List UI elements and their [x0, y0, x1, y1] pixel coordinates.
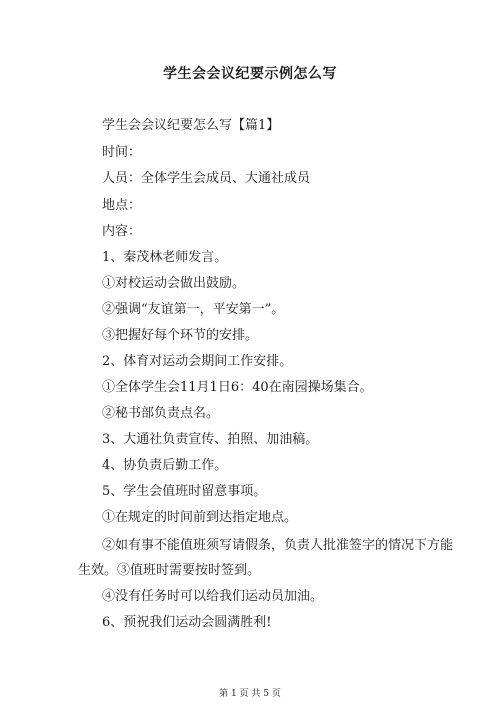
text-line: 人员：全体学生会成员、大通社成员 [102, 171, 311, 186]
text-line: 5、学生会值班时留意事项。 [102, 484, 267, 499]
text-line: 生效。③值班时需要按时签到。 [78, 563, 261, 578]
text-line: 内容： [102, 224, 142, 239]
section-heading: 学生会会议纪要怎么写【篇1】 [102, 118, 280, 133]
text-line: ①对校运动会做出鼓励。 [102, 276, 246, 291]
text-line: 6、预祝我们运动会圆满胜利! [102, 615, 272, 630]
text-line: ①在规定的时间前到达指定地点。 [102, 510, 298, 525]
text-line: ③把握好每个环节的安排。 [102, 328, 259, 343]
text-line: 1、秦茂林老师发言。 [102, 250, 228, 265]
text-line: ②强调“友谊第一，平安第一”。 [102, 302, 285, 317]
text-line: 地点： [102, 198, 142, 213]
text-line: 3、大通社负责宣传、拍照、加油稿。 [102, 432, 319, 447]
text-line: 2、体育对运动会期间工作安排。 [102, 354, 293, 369]
text-line: ②如有事不能值班须写请假条，负责人批准签字的情况下方能 [102, 538, 454, 553]
text-line: ①全体学生会11月1日6：40在南园操场集合。 [102, 380, 373, 395]
text-line: 4、协负责后勤工作。 [102, 458, 228, 473]
text-line: 时间： [102, 145, 142, 160]
document-title: 学生会会议纪要示例怎么写 [163, 66, 337, 82]
text-line: ②秘书部负责点名。 [102, 406, 220, 421]
text-line: ④没有任务时可以给我们运动员加油。 [102, 589, 324, 604]
page-footer: 第 1 页 共 5 页 [219, 689, 281, 699]
